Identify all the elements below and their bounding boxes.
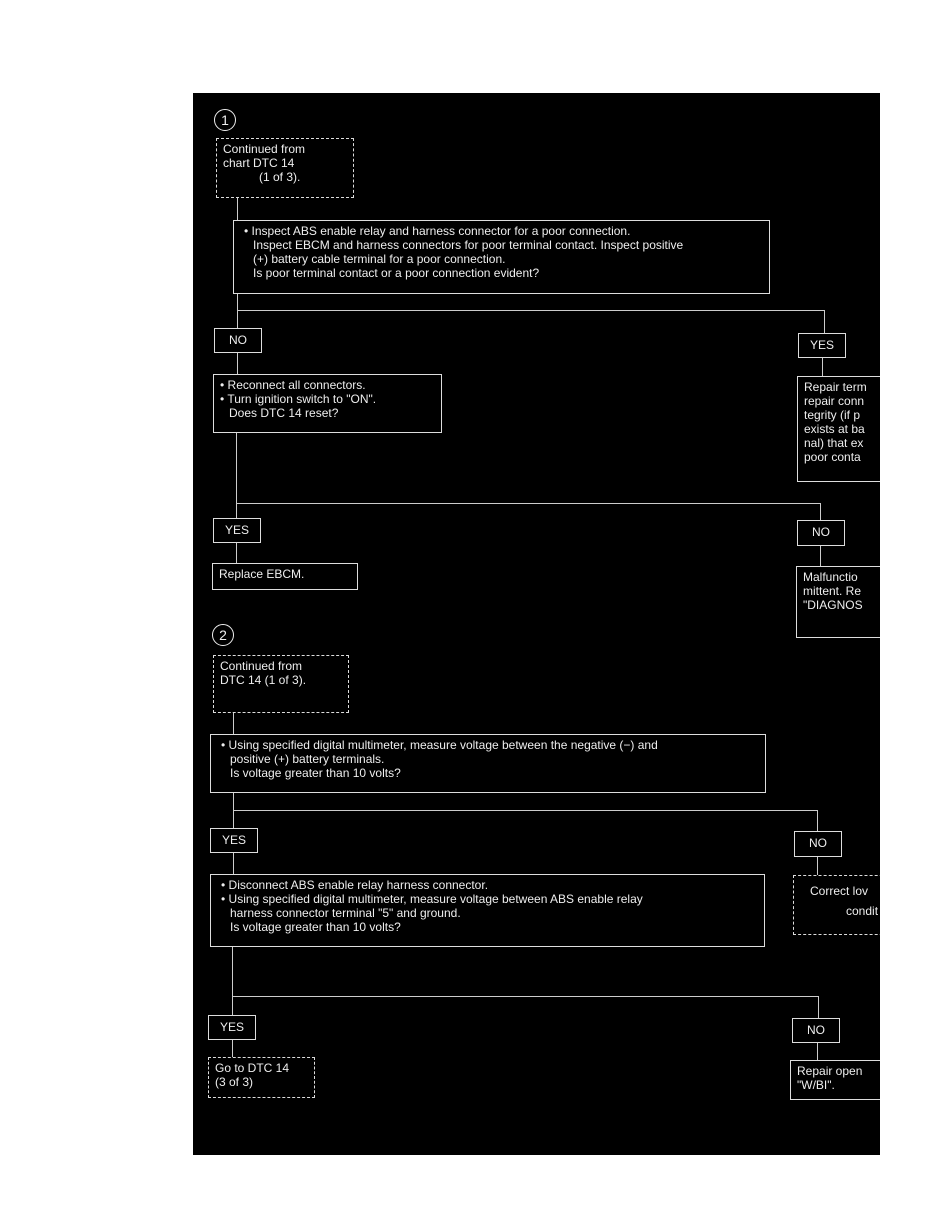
text: repair conn xyxy=(804,394,865,408)
text: (+) battery cable terminal for a poor connection. xyxy=(253,252,506,266)
text: • Using specified digital multimeter, measure voltage between ABS enable relay xyxy=(221,892,643,906)
text: mittent. Re xyxy=(803,584,862,598)
continued-box-2 xyxy=(213,655,349,713)
text: Repair open xyxy=(797,1064,863,1078)
replace-ebcm-box: Replace EBCM. xyxy=(212,563,358,590)
flowchart-page xyxy=(193,93,880,1155)
repair-terminal-box xyxy=(797,376,880,482)
text: tegrity (if p xyxy=(804,408,861,422)
text: "W/BI". xyxy=(797,1078,835,1092)
text: (3 of 3) xyxy=(215,1075,254,1089)
measure-battery-voltage-box xyxy=(210,734,766,793)
no-label: NO xyxy=(792,1018,840,1043)
text: Inspect EBCM and harness connectors for poor terminal contact. Inspect positive xyxy=(253,238,684,252)
text: • Inspect ABS enable relay and harness connector for a poor connection. xyxy=(244,224,631,238)
continued-box-1 xyxy=(216,138,354,198)
malfunction-box xyxy=(796,566,880,638)
text: condit xyxy=(846,904,879,918)
text: Go to DTC 14 xyxy=(215,1061,290,1075)
text: Repair term xyxy=(804,380,867,394)
text: • Reconnect all connectors. xyxy=(220,378,366,392)
measure-relay-voltage-box xyxy=(210,874,765,947)
text: Is voltage greater than 10 volts? xyxy=(230,766,401,780)
no-label: NO xyxy=(797,520,845,546)
correct-low-voltage-box xyxy=(793,875,880,935)
text: poor conta xyxy=(804,450,861,464)
no-label: NO xyxy=(794,831,842,857)
text: exists at ba xyxy=(804,422,865,436)
yes-label: YES xyxy=(210,828,258,853)
yes-label: YES xyxy=(208,1015,256,1040)
text: • Using specified digital multimeter, measure voltage between the negative (−) and xyxy=(221,738,658,752)
yes-label: YES xyxy=(213,518,261,543)
text: nal) that ex xyxy=(804,436,864,450)
text: Malfunctio xyxy=(803,570,858,584)
text: chart DTC 14 xyxy=(223,156,295,170)
goto-dtc14-box xyxy=(208,1057,315,1098)
step-marker-2: 2 xyxy=(212,624,234,646)
text: Continued from xyxy=(220,659,303,673)
reconnect-box xyxy=(213,374,442,433)
step-marker-1: 1 xyxy=(214,109,236,131)
text: Correct lov xyxy=(810,884,869,898)
text: "DIAGNOS xyxy=(803,598,863,612)
text: Is poor terminal contact or a poor connection evident? xyxy=(253,266,540,280)
text: • Turn ignition switch to "ON". xyxy=(220,392,377,406)
no-label: NO xyxy=(214,328,262,353)
repair-open-box xyxy=(790,1060,880,1100)
text: DTC 14 (1 of 3). xyxy=(220,673,307,687)
text: Does DTC 14 reset? xyxy=(229,406,339,420)
text: positive (+) battery terminals. xyxy=(230,752,385,766)
text: Continued from xyxy=(223,142,306,156)
inspect-connections-box xyxy=(233,220,770,294)
text: • Disconnect ABS enable relay harness connector. xyxy=(221,878,489,892)
text: Is voltage greater than 10 volts? xyxy=(230,920,401,934)
text: (1 of 3). xyxy=(259,170,301,184)
yes-label: YES xyxy=(798,333,846,358)
text: harness connector terminal "5" and ground. xyxy=(230,906,461,920)
